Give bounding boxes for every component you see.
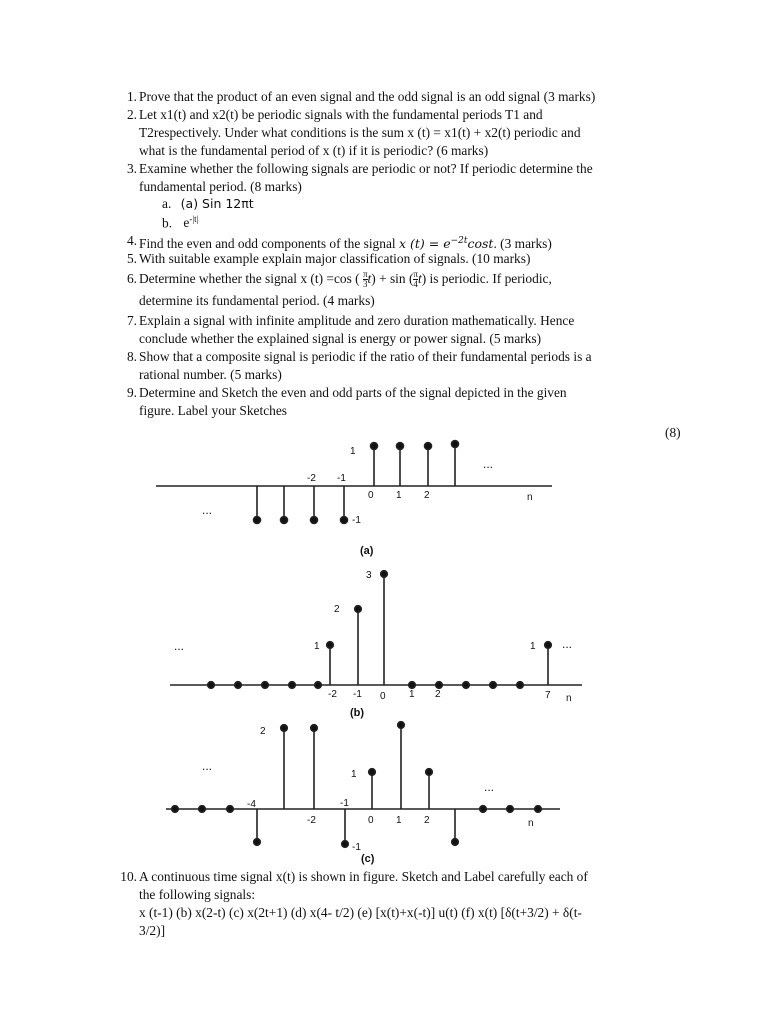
figure-b-dots: ... [562, 637, 573, 651]
question-text: A continuous time signal x(t) is shown in figure. Sketch and Label carefully each of [139, 869, 588, 884]
figure-b-plot [170, 571, 582, 689]
question-text: figure. Label your Sketches [139, 403, 287, 418]
question-number: 3. [126, 161, 137, 176]
figure-b-tick: 2 [435, 689, 441, 700]
variable-t: t [417, 271, 422, 286]
question-marks: . (3 marks) [493, 236, 552, 252]
q3-item-a [162, 196, 254, 212]
question-marks: (8) [665, 425, 681, 440]
item-label: a. [162, 196, 172, 211]
question-text: Let x1(t) and x2(t) be periodic signals with the fundamental periods T1 and [139, 107, 543, 122]
figure-b-amp-label: 2 [334, 604, 340, 615]
figure-c-amp-label: -1 [352, 842, 361, 853]
figure-b-tick: 7 [545, 690, 551, 701]
figure-a-n-label: n [527, 492, 533, 503]
question-text: x (t-1) (b) x(2-t) (c) x(2t+1) (d) x(4- t/2) (e) [x(t)+x(-t)] u(t) (f) x(t) [δ(t+3/2) + δ(t- [139, 905, 582, 920]
figure-c-caption: (c) [361, 853, 375, 865]
figure-c-tick: -1 [340, 798, 349, 809]
fraction-pi-4: $\frac{\pi}{4}$ [413, 269, 418, 290]
figure-c-tick: 2 [424, 815, 430, 826]
figure-a-tick: 1 [396, 490, 402, 501]
question-number: 9. [126, 385, 137, 400]
question-text: 3/2)] [139, 923, 166, 938]
fraction-pi-3: $\frac{\pi}{3}$ [362, 269, 368, 290]
question-text: Determine and Sketch the even and odd parts of the signal depicted in the given [139, 385, 567, 400]
question-text: With suitable example explain major classification of signals. (10 marks) [139, 251, 531, 266]
question-number: 7. [126, 313, 137, 328]
figure-c-plot [166, 722, 560, 848]
figure-b-tick: 1 [409, 689, 415, 700]
item-text: e [183, 215, 190, 231]
question-text: fundamental period. (8 marks) [139, 179, 302, 194]
signal-figure [150, 432, 720, 868]
figure-c-n-label: n [528, 818, 534, 829]
figure-a-dots: ... [202, 503, 213, 517]
question-text: rational number. (5 marks) [139, 367, 282, 382]
figure-b-amp-label: 1 [314, 641, 320, 652]
figure-c-dots: ... [484, 780, 495, 794]
question-number: 4. [126, 233, 137, 248]
question-text: Prove that the product of an even signal and the odd signal is an odd signal (3 marks) [139, 89, 596, 104]
figure-b-caption: (b) [350, 707, 365, 719]
question-number: 8. [126, 349, 137, 364]
question-text: conclude whether the explained signal is energy or power signal. (5 marks) [139, 331, 542, 346]
question-text: Examine whether the following signals are periodic or not? If periodic determine the [139, 161, 593, 176]
figure-c-tick: -2 [307, 815, 316, 826]
figure-c-tick: -4 [247, 799, 256, 810]
figure-c-amp-label: 2 [260, 726, 266, 737]
question-text: the following signals: [139, 887, 256, 902]
question-number: 5. [126, 251, 137, 266]
figure-c-amp-label: 1 [351, 769, 357, 780]
figure-a-tick: 2 [424, 490, 430, 501]
figure-b-tick: -2 [328, 689, 337, 700]
question-number: 1. [126, 89, 137, 104]
question-text: determine its fundamental period. (4 marks) [139, 293, 375, 308]
item-label: b. [162, 215, 173, 231]
variable-t: t [367, 271, 372, 286]
question-number: 10. [120, 869, 137, 884]
question-line [139, 270, 679, 289]
signal-equation: x $(t) = e^{-2t}\cos t$ [398, 236, 494, 252]
figure-b-dots: ... [174, 639, 185, 653]
figure-c-tick: 0 [368, 815, 374, 826]
question-number: 2. [126, 107, 137, 122]
figure-b-tick: 0 [380, 691, 386, 702]
question-text: Find the even and odd components of the signal [139, 236, 396, 252]
q3-item-b [162, 214, 198, 231]
figure-a-amp-label: -1 [352, 515, 361, 526]
question-text: Show that a composite signal is periodic if the ratio of their fundamental periods is a [139, 349, 592, 364]
figure-a-dots: ... [483, 457, 494, 471]
figure-a-tick: 0 [368, 490, 374, 501]
figure-a-tick: -2 [307, 473, 316, 484]
question-text: Determine whether the signal x (t) =cos ( [139, 271, 360, 286]
question-text: T2respectively. Under what conditions is the sum x (t) = x1(t) + x2(t) periodic and [139, 125, 581, 140]
figure-b-tick: -1 [353, 689, 362, 700]
figure-c-tick: 1 [396, 815, 402, 826]
item-text: (a) Sin 12πt [180, 196, 254, 211]
question-text: ) is periodic. If periodic, [421, 271, 552, 286]
question-text: what is the fundamental period of x (t) if it is periodic? (6 marks) [139, 143, 489, 158]
figure-c-dots: ... [202, 759, 213, 773]
figure-b-n-label: n [566, 693, 572, 704]
figure-b-amp-label: 3 [366, 570, 372, 581]
question-text: ) + sin ( [371, 271, 414, 286]
figure-a-tick: -1 [337, 473, 346, 484]
item-superscript: -|t| [189, 214, 199, 224]
figure-b-amp-label: 1 [530, 641, 536, 652]
figure-a-caption: (a) [360, 545, 374, 557]
question-number: 6. [126, 271, 137, 286]
question-text: Explain a signal with infinite amplitude and zero duration mathematically. Hence [139, 313, 575, 328]
figure-a-amp-label: 1 [350, 446, 356, 457]
